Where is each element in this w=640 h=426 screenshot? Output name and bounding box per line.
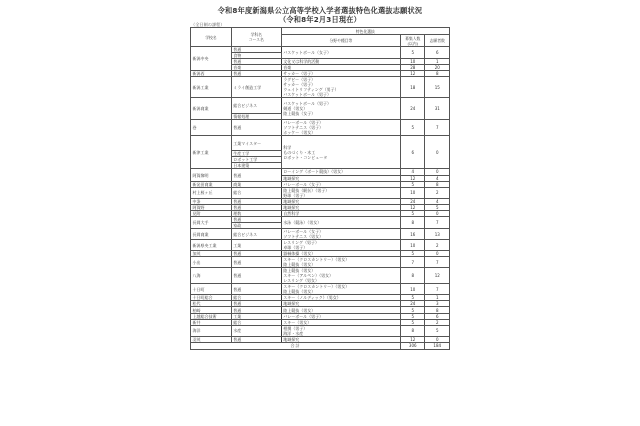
course-name: 普通 [231,336,281,342]
school-name: 新発田商業 [191,181,232,187]
capacity-value: 8 [401,325,425,336]
course-name: 普通 [231,307,281,313]
header-course [231,28,281,47]
field-line: ソフトテニス（男子） [283,124,324,130]
table-row [191,119,450,135]
applicants-value: 7 [425,257,450,268]
capacity-value: 10 [401,59,425,65]
school-name: 新井 [191,319,232,325]
header-course-line1: 学科名 [250,32,262,37]
capacity-value: 10 [401,284,425,295]
capacity-value: 10 [401,240,425,251]
selection-field [281,187,400,198]
applicants-value: 20 [425,65,450,71]
field-line: レスリング（男女） [283,278,320,284]
school-name: 見附 [191,210,232,216]
table-row [191,77,450,98]
selection-field [281,240,400,251]
field-line: 陸上競技（男女） [283,307,316,313]
table-row [191,98,450,113]
field-line: バスケットボール（男子） [283,92,331,98]
capacity-value: 10 [401,187,425,198]
table-row [191,229,450,240]
applicants-value: 7 [425,119,450,135]
capacity-value: 12 [401,336,425,342]
total-label: 合計 [191,342,401,349]
school-name: 加茂 [191,251,232,257]
capacity-value: 7 [401,257,425,268]
capacity-value: 5 [401,295,425,301]
field-line: バスケットボール（男子） [283,101,331,107]
course-name: 情報処理 [231,113,281,119]
field-line: 相撲（男子） [283,325,308,331]
applicants-value: 31 [425,98,450,119]
field-line: 野球（男子） [283,192,308,198]
table-row [191,284,450,295]
header-group: 特色化選抜 [281,28,449,35]
course-name: 総合 [231,187,281,198]
field-line: 科学 [283,144,292,150]
field-line: 地域探究 [283,301,300,307]
field-line: レスリング（男子） [283,240,320,246]
applicants-value: 2 [425,319,450,325]
applicants-value: 0 [425,169,450,175]
applicants-value: 8 [425,71,450,77]
field-line: ソフトテニス（男女） [283,234,324,240]
course-name: 生産工学 [231,151,281,157]
field-line: スキー（クロスカントリー）（男女） [283,284,350,290]
course-name: 工業 [231,240,281,251]
school-name: 柏崎 [191,307,232,313]
school-name: 羽茂 [191,336,232,342]
header-capacity [401,35,425,47]
header-field: 分野や種目等 [281,35,400,47]
field-line: ラグビー（男子） [283,77,316,83]
applicants-value: 8 [425,181,450,187]
capacity-value: 24 [401,198,425,204]
school-name: 八海 [191,268,232,284]
field-line: バレーボール（男子） [283,313,324,319]
document-title: 令和8年度新潟県公立高等学校入学者選抜特色化選抜志願状況 [217,6,423,15]
field-line: ロボット・コンピュータ [283,154,328,160]
applicants-value: 0 [425,336,450,342]
course-name: 総合 [231,295,281,301]
selection-field [281,229,400,240]
applicants-value: 2 [425,187,450,198]
course-name: 普通 [231,204,281,210]
field-line: 器械体操（男女） [283,251,316,257]
field-line: 陸上競技（男女） [283,268,316,274]
applicants-value: 0 [425,251,450,257]
applicants-value: 13 [425,229,450,240]
selection-field [281,98,400,119]
field-line: バスケットボール（女子） [283,50,331,56]
table-row [191,257,450,268]
table-row [191,217,450,223]
applicants-value: 6 [425,47,450,59]
field-line: 卓球（男子） [283,245,308,251]
school-name: 阿賀黎明 [191,169,232,181]
field-line: サッカー（男子） [283,71,316,77]
course-name: 家政 [231,223,281,229]
capacity-value: 8 [401,217,425,229]
header-applicants: 志願者数 [425,35,450,47]
applicants-value: 8 [425,307,450,313]
course-name: ロボット工学 [231,157,281,163]
total-applicants: 184 [425,342,450,349]
table-row [191,187,450,198]
school-name: 松代 [191,301,232,307]
field-line: バレーボール（女子） [283,229,324,235]
school-name: 新潟西 [191,71,232,77]
table-row [191,240,450,251]
course-name: 工業マイスター [231,135,281,150]
header-capacity-line2: (以内) [407,40,419,46]
applicants-value: 7 [425,284,450,295]
school-name: 新津工業 [191,135,232,169]
school-name: 長岡商業 [191,229,232,240]
school-name: 十日町総合 [191,295,232,301]
course-name: 総合 [231,319,281,325]
course-name: 食物 [231,53,281,59]
school-name: 中条 [191,198,232,204]
total-row [191,342,450,349]
selection-field [281,284,400,295]
field-line: 水泳（競泳）（男女） [283,220,322,226]
capacity-value: 5 [401,181,425,187]
school-name: 長岡大手 [191,217,232,229]
course-name: 普通 [231,301,281,307]
field-line: スキー（クロスカントリー）（男女） [283,257,350,263]
school-name: 海洋 [191,325,232,336]
applicants-value: 4 [425,175,450,181]
school-name: 巻 [191,119,232,135]
capacity-value: 12 [401,204,425,210]
field-line: サッカー（男子） [283,82,316,88]
applicants-value: 6 [425,313,450,319]
course-name: 普通 [231,257,281,268]
course-name: 普通 [231,198,281,204]
course-type-note: （全日制の課程） [191,22,225,27]
field-line: ものづくり・木工 [283,149,316,155]
capacity-value: 5 [401,210,425,216]
field-line: 地域探究 [283,204,300,210]
applicants-value: 3 [425,301,450,307]
document-date: （令和8年2月3日現在） [278,15,362,24]
capacity-value: 18 [401,77,425,98]
school-name: 小出 [191,257,232,268]
course-name: 水産 [231,325,281,336]
applicants-value: 5 [425,325,450,336]
applicants-value: 2 [425,240,450,251]
field-line: 剣道（男女） [283,106,308,112]
applicants-value: 4 [425,198,450,204]
applicants-value: 5 [425,204,450,210]
capacity-value: 28 [401,65,425,71]
selection-field [281,47,400,59]
course-name: 普通 [231,217,281,223]
capacity-value: 12 [401,175,425,181]
table-row [191,268,450,284]
field-line: 地域探究 [283,336,300,342]
field-line: 地域探究 [283,175,300,181]
selection-field [281,257,400,268]
field-line: 陸上競技（男女） [283,289,316,295]
school-name: 新潟中央 [191,47,232,71]
school-name: 十日町 [191,284,232,295]
capacity-value: 5 [401,307,425,313]
header-course-line2: コース名 [248,37,264,42]
field-line: スキー（ノルディック）（男女） [283,295,341,301]
capacity-value: 5 [401,47,425,59]
capacity-value: 6 [401,135,425,169]
course-name: 商業 [231,181,281,187]
course-name: 普通 [231,169,281,181]
course-name: 普通 [231,59,281,65]
header-capacity-line1: 募集人数 [405,35,421,41]
table-body [191,47,450,350]
capacity-value: 8 [401,268,425,284]
field-line: バレーボール（男子） [283,119,324,125]
capacity-value: 12 [401,71,425,77]
course-name: 普通 [231,119,281,135]
field-line: 地域探究 [283,198,300,204]
field-line: バレーボール（女子） [283,181,324,187]
table-row [191,325,450,336]
field-line: 海洋・水産 [283,330,304,336]
course-name: 理数 [231,210,281,216]
field-line: 自然科学 [283,210,300,216]
school-name: 阿賀野 [191,204,232,210]
applicants-value: 15 [425,77,450,98]
applicants-value: 7 [425,217,450,229]
table-row [191,47,450,53]
course-name: ミライ創造工学 [231,77,281,98]
school-name: 新潟県央工業 [191,240,232,251]
course-name: 普通 [231,268,281,284]
selection-field [281,77,400,98]
selection-field [281,217,400,229]
course-name: 総合ビジネス [231,98,281,113]
capacity-value: 5 [401,251,425,257]
applicants-value: 1 [425,59,450,65]
field-line: 陸上競技（駅伝）（男子） [283,187,330,193]
course-name: 普通 [231,47,281,53]
school-name: 村上桜ヶ丘 [191,187,232,198]
capacity-value: 24 [401,301,425,307]
course-name: 普通 [231,251,281,257]
course-name: 日本建築 [231,163,281,169]
capacity-value: 5 [401,319,425,325]
header-school: 学校名 [191,28,232,47]
selection-field [281,325,400,336]
table-row [191,135,450,150]
field-line: ホッケー（男女） [283,129,316,135]
school-name: 新潟商業 [191,98,232,119]
capacity-value: 5 [401,313,425,319]
total-capacity: 306 [401,342,425,349]
field-line: スキー（アルペン）（男女） [283,273,334,279]
course-name: 工業 [231,313,281,319]
selection-field [281,268,400,284]
field-line: ウェイトリフティング（男子） [283,87,339,93]
field-line: ローイング（ボート競技）（男女） [283,169,346,175]
capacity-value: 16 [401,229,425,240]
school-name: 新潟工業 [191,77,232,98]
applicants-value: 12 [425,268,450,284]
applicants-value: 0 [425,210,450,216]
field-line: 文化又は科学的活動 [283,59,320,65]
course-name: 総合ビジネス [231,229,281,240]
applicants-value: 1 [425,295,450,301]
school-name: 上越総合技術 [191,313,232,319]
course-name: 普通 [231,71,281,77]
course-name: 音楽 [231,65,281,71]
field-line: 音楽 [283,65,292,71]
field-line: 陸上競技（男女） [283,262,316,268]
capacity-value: 24 [401,98,425,119]
selection-field [281,119,400,135]
field-line: スキー（男女） [283,319,312,325]
applicants-value: 0 [425,135,450,169]
application-status-table [190,27,450,350]
course-name: 普通 [231,284,281,295]
field-line: 陸上競技（女子） [283,111,316,117]
capacity-value: 5 [401,119,425,135]
selection-field [281,135,400,169]
capacity-value: 4 [401,169,425,175]
